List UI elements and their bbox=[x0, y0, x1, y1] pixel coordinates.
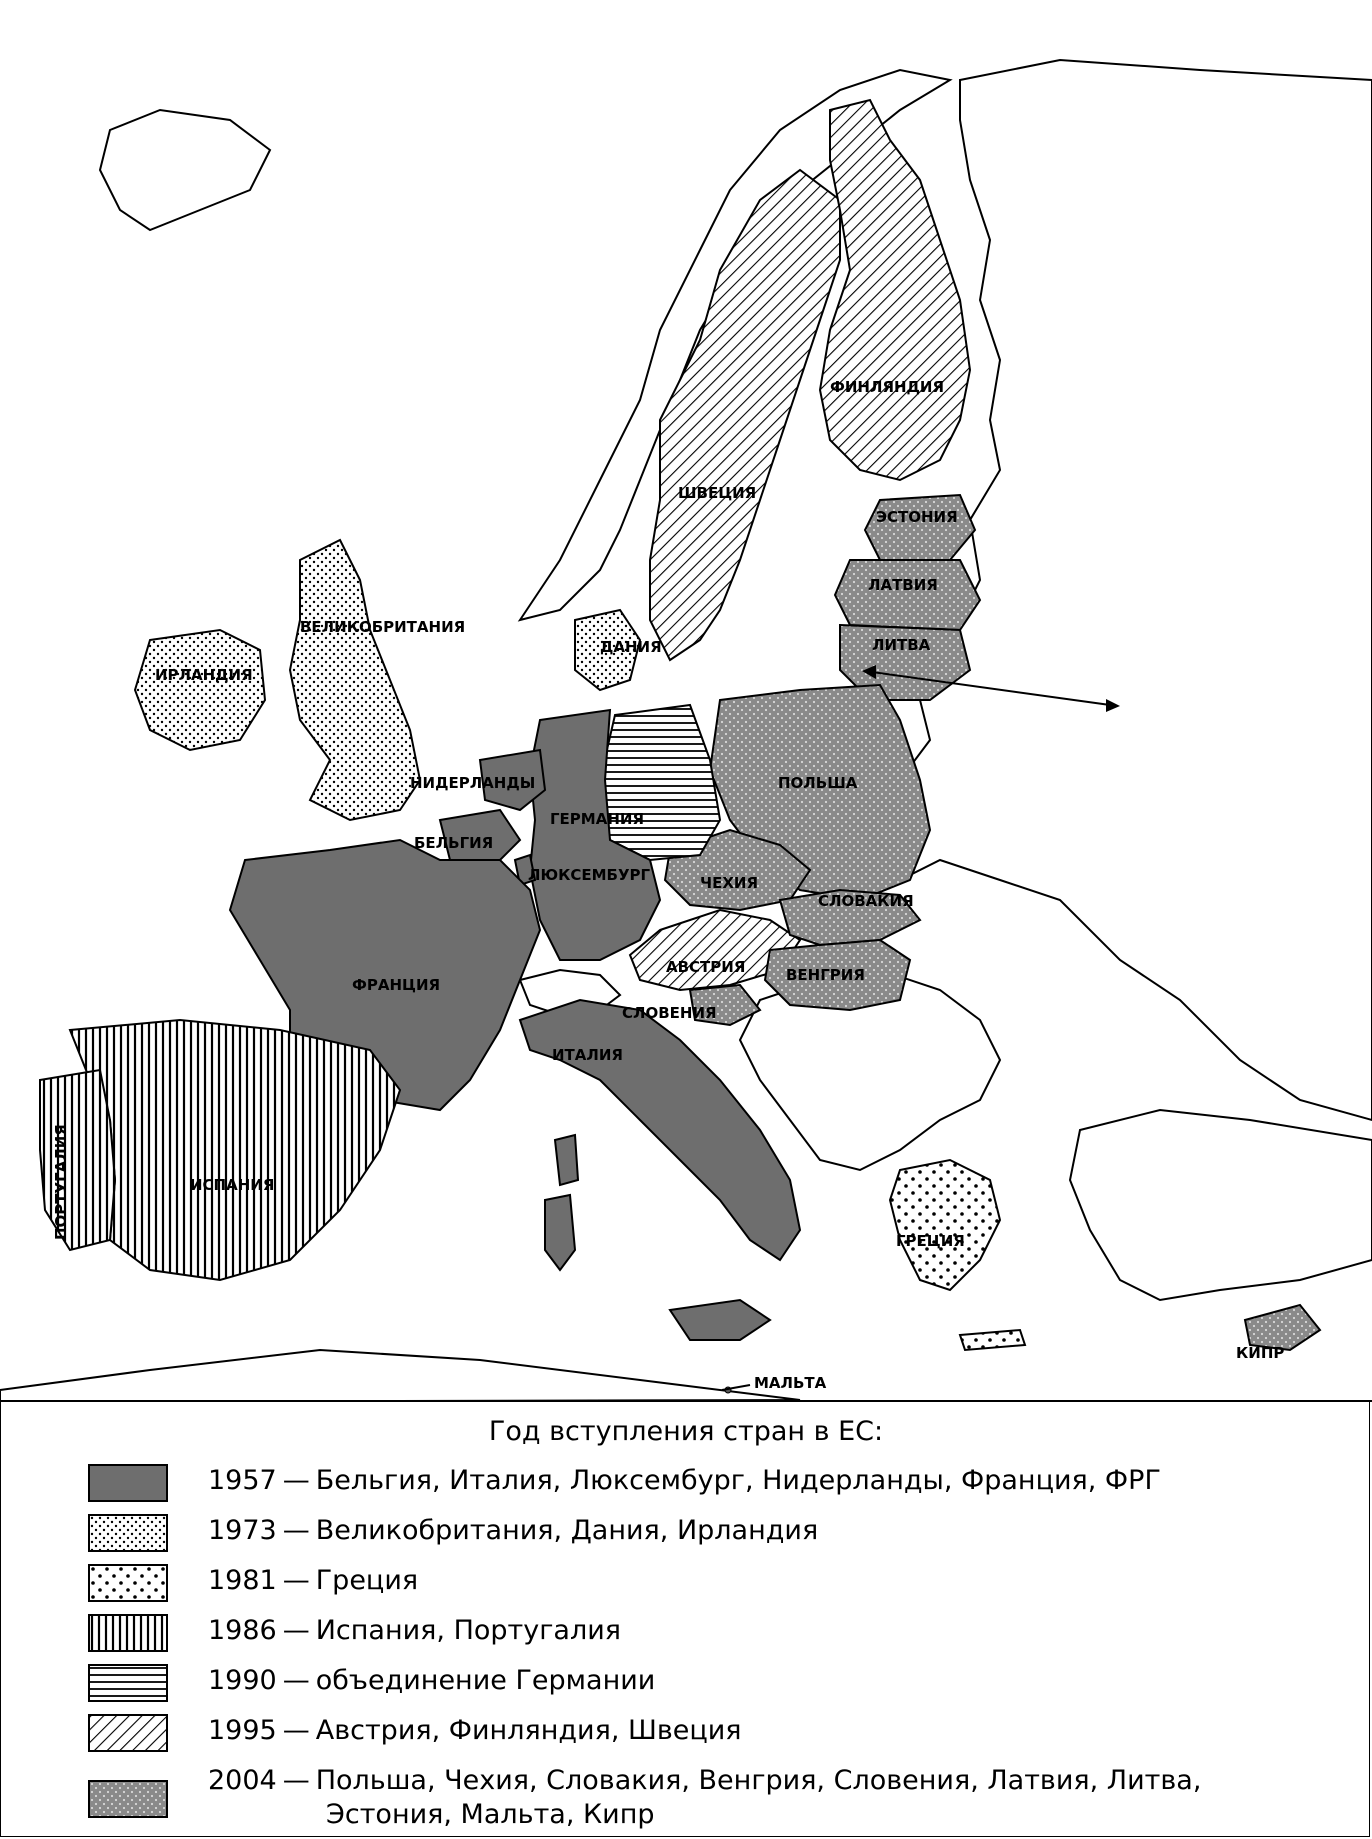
label-luxembourg: ЛЮКСЕМБУРГ bbox=[528, 866, 651, 884]
legend-countries: Бельгия, Италия, Люксембург, Нидерланды, Франция, ФРГ bbox=[315, 1465, 1161, 1496]
ireland-region bbox=[135, 630, 265, 750]
legend-countries: Польша, Чехия, Словакия, Венгрия, Словения, Латвия, Литва, bbox=[315, 1765, 1202, 1796]
legend-countries: Великобритания, Дания, Ирландия bbox=[315, 1515, 819, 1546]
legend-countries: Греция bbox=[315, 1565, 419, 1596]
legend-dash: — bbox=[282, 1665, 310, 1696]
legend-year: 1973 bbox=[208, 1515, 277, 1546]
label-finland: ФИНЛЯНДИЯ bbox=[830, 378, 945, 396]
legend-text bbox=[208, 1664, 655, 1698]
legend-swatch-1981 bbox=[88, 1564, 168, 1602]
label-portugal: ПОРТУГАЛИЯ bbox=[52, 1124, 70, 1240]
legend-swatch-2004 bbox=[88, 1780, 168, 1818]
legend-row bbox=[88, 1664, 1358, 1704]
label-slovenia: СЛОВЕНИЯ bbox=[622, 1004, 717, 1022]
legend-row bbox=[88, 1464, 1358, 1504]
legend-swatch-1957 bbox=[88, 1464, 168, 1502]
legend-year: 1990 bbox=[208, 1665, 277, 1696]
label-netherlands: НИДЕРЛАНДЫ bbox=[410, 774, 536, 792]
legend-text bbox=[208, 1514, 818, 1548]
label-czechia: ЧЕХИЯ bbox=[700, 874, 759, 892]
legend-row bbox=[88, 1614, 1358, 1654]
legend-countries: Австрия, Финляндия, Швеция bbox=[315, 1715, 742, 1746]
legend-swatch-1995 bbox=[88, 1714, 168, 1752]
legend-text bbox=[208, 1564, 418, 1598]
label-austria: АВСТРИЯ bbox=[666, 958, 746, 976]
label-france: ФРАНЦИЯ bbox=[352, 976, 441, 994]
legend-year: 1957 bbox=[208, 1465, 277, 1496]
label-hungary: ВЕНГРИЯ bbox=[786, 966, 865, 984]
label-malta: МАЛЬТА bbox=[754, 1374, 827, 1392]
label-uk: ВЕЛИКОБРИТАНИЯ bbox=[300, 618, 466, 636]
label-estonia: ЭСТОНИЯ bbox=[876, 508, 958, 526]
legend-dash: — bbox=[282, 1765, 310, 1796]
label-sweden: ШВЕЦИЯ bbox=[678, 484, 757, 502]
legend-dash: — bbox=[282, 1565, 310, 1596]
legend bbox=[0, 1402, 1372, 1839]
label-ireland: ИРЛАНДИЯ bbox=[155, 666, 253, 684]
legend-year: 1981 bbox=[208, 1565, 277, 1596]
label-poland: ПОЛЬША bbox=[778, 774, 858, 792]
label-belgium: БЕЛЬГИЯ bbox=[414, 834, 494, 852]
label-italy: ИТАЛИЯ bbox=[552, 1046, 623, 1064]
legend-swatch-1986 bbox=[88, 1614, 168, 1652]
legend-row bbox=[88, 1764, 1358, 1834]
label-cyprus: КИПР bbox=[1236, 1344, 1285, 1362]
legend-row bbox=[88, 1714, 1358, 1754]
label-germany: ГЕРМАНИЯ bbox=[550, 810, 644, 828]
latvia-region bbox=[835, 560, 980, 630]
legend-row bbox=[88, 1564, 1358, 1604]
legend-year: 2004 bbox=[208, 1765, 277, 1796]
legend-dash: — bbox=[282, 1615, 310, 1646]
legend-text bbox=[208, 1764, 1201, 1832]
label-denmark: ДАНИЯ bbox=[600, 638, 662, 656]
estonia-region bbox=[865, 495, 975, 560]
legend-dash: — bbox=[282, 1515, 310, 1546]
legend-text bbox=[208, 1714, 742, 1748]
legend-row bbox=[88, 1514, 1358, 1554]
legend-year: 1986 bbox=[208, 1615, 277, 1646]
label-spain: ИСПАНИЯ bbox=[190, 1176, 275, 1194]
legend-swatch-1990 bbox=[88, 1664, 168, 1702]
legend-dash: — bbox=[282, 1465, 310, 1496]
label-latvia: ЛАТВИЯ bbox=[868, 576, 938, 594]
label-greece: ГРЕЦИЯ bbox=[896, 1232, 965, 1250]
corsica-region bbox=[555, 1135, 578, 1185]
legend-countries: объединение Германии bbox=[315, 1665, 656, 1696]
legend-countries-line2: Эстония, Мальта, Кипр bbox=[326, 1799, 655, 1830]
label-lithuania: ЛИТВА bbox=[872, 636, 931, 654]
legend-swatch-1973 bbox=[88, 1514, 168, 1552]
legend-title: Год вступления стран в ЕС: bbox=[488, 1416, 884, 1447]
label-slovakia: СЛОВАКИЯ bbox=[818, 892, 914, 910]
legend-year: 1995 bbox=[208, 1715, 277, 1746]
legend-text bbox=[208, 1614, 621, 1648]
legend-dash: — bbox=[282, 1715, 310, 1746]
legend-countries: Испания, Португалия bbox=[315, 1615, 622, 1646]
legend-text bbox=[208, 1464, 1161, 1498]
